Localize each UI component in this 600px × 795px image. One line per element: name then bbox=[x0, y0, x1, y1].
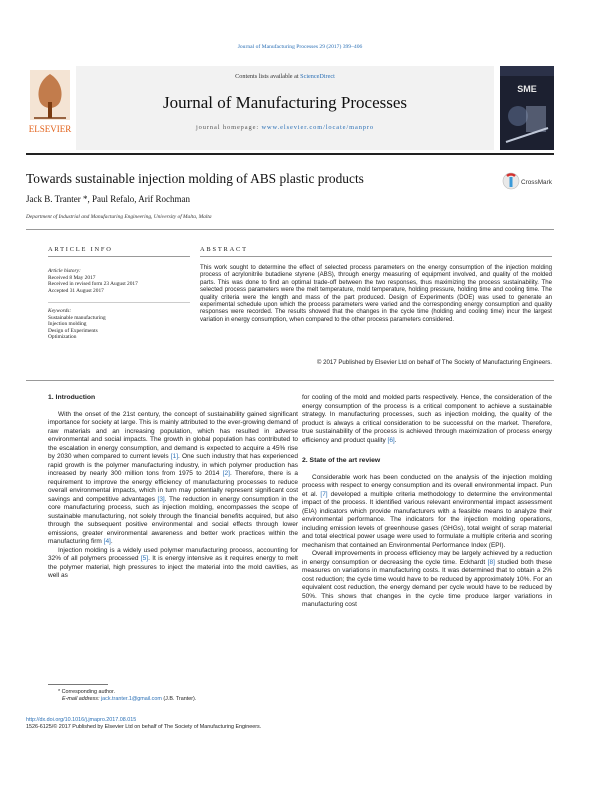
affiliation: Department of Industrial and Manufacturing Engineering, University of Malta, Malta bbox=[26, 214, 212, 220]
crossmark-badge[interactable] bbox=[502, 170, 554, 197]
intro-paragraph-2: Injection molding is a widely used polymer manufacturing process, accounting for 32% of all polymers processed [5]. It is energy intensive as it requires energy to melt the polymer material, high pressures to inject the material into the mold cavities, as well as bbox=[48, 546, 298, 579]
email-label: E-mail address: bbox=[62, 695, 101, 702]
elsevier-wordmark: ELSEVIER bbox=[28, 124, 72, 134]
intro-heading: 1. Introduction bbox=[48, 394, 96, 401]
issn-line: 1526-6125/© 2017 Published by Elsevier Ltd on behalf of The Society of Manufacturing Engineers. bbox=[26, 723, 262, 730]
email-line bbox=[58, 696, 298, 703]
citation-link[interactable]: [7] bbox=[320, 490, 328, 498]
crossmark-label: CrossMark bbox=[521, 179, 552, 186]
keywords-divider bbox=[48, 302, 190, 303]
abstract-copyright: © 2017 Published by Elsevier Ltd on behalf of The Society of Manufacturing Engineers. bbox=[316, 359, 552, 366]
keywords bbox=[48, 308, 198, 341]
footnote-rule bbox=[48, 684, 108, 685]
journal-header-box bbox=[76, 66, 494, 150]
history-label: Article history: bbox=[48, 268, 81, 274]
abstract-end-rule bbox=[26, 380, 554, 381]
doi-link[interactable]: http://dx.doi.org/10.1016/j.jmapro.2017.08.015 bbox=[26, 717, 137, 723]
citation-link[interactable]: [8] bbox=[487, 558, 495, 566]
sota-heading: 2. State of the art review bbox=[302, 457, 381, 464]
history-received: Received 8 May 2017 bbox=[48, 274, 96, 281]
keyword-item: Design of Experiments bbox=[48, 327, 98, 334]
sota-paragraph-1: Considerable work has been conducted on the analysis of the injection molding process with respect to energy consumption and its overall environmental impact. Pun et al. [7] developed a multiple criteria methodology to determine the environmental impact of the process. It identified various relevant environmental impact assessment (EIA) indicators which provide manufacturers with a feasible means to analyze their environmental performance. The indicators for the injection molding operations, including emission levels of greenhouse gases (GHGs), total weight of scrap material and total electrical power usage were used to formulate a multiple criteria and scoring mechanism that contained an Environmental Performance Index (EPI). bbox=[302, 473, 552, 549]
citation-link[interactable]: [6] bbox=[387, 436, 395, 444]
keyword-item: Sustainable manufacturing bbox=[48, 314, 106, 321]
abstract-text: This work sought to determine the effect of selected process parameters on the energy consumption of the injection molding process of acrylonitrile butadiene styrene (ABS), through energy measuring of equipment involved, and quality of the molded parts. This was done to find an optimal trade-off between the two responses, thus maximizing the process sustainability. The selected process parameters were the melt temperature, mold temperature, holding pressure, holding time and cooling time. The quality criteria were the length and mass of the part produced. Design of Experiments (DOE) was used to generate an experimental schedule upon which the process parameters were varied and the corresponding energy consumption and quality responses were recorded. The results showed that the changes in the cycle time (holding and cooling time) incur the largest variation in energy consumption, when compared to the other process parameters considered. bbox=[200, 264, 552, 323]
cover-text: SME bbox=[517, 84, 537, 94]
contents-prefix: Contents lists available at bbox=[235, 73, 301, 80]
email-link[interactable]: jack.tranter.1@gmail.com bbox=[100, 695, 162, 702]
keyword-item: Optimization bbox=[48, 334, 77, 341]
journal-citation[interactable]: Journal of Manufacturing Processes 29 (2017) 399–406 bbox=[237, 44, 363, 50]
article-title: Towards sustainable injection molding of ABS plastic products bbox=[26, 171, 364, 186]
contents-available bbox=[76, 73, 494, 80]
citation-link[interactable]: [1] bbox=[170, 453, 179, 460]
doi-block bbox=[26, 717, 426, 730]
keyword-item: Injection molding bbox=[48, 321, 87, 328]
citation-link[interactable]: [5] bbox=[140, 555, 149, 562]
email-suffix: (J.B. Tranter). bbox=[161, 695, 197, 702]
sciencedirect-link[interactable]: ScienceDirect bbox=[300, 73, 335, 80]
elsevier-logo bbox=[26, 66, 74, 138]
history-accepted: Accepted 31 August 2017 bbox=[48, 287, 104, 294]
front-matter-rule bbox=[26, 229, 554, 230]
journal-name: Journal of Manufacturing Processes bbox=[162, 93, 408, 112]
sota-paragraph-2: Overall improvements in process efficiency may be largely achieved by a reduction in energy consumption or decreasing the cycle time. Eckhardt [8] studied both these measures on variations in manufacturing costs. It was determined that to obtain a 2% cost reduction; the cycle time would have to be reduced by approximately 10%. For an equivalent cost reduction, the energy demand per cycle would have to be reduced by 50%. This shows that changes in the cycle time produce larger variations in manufacturing cost bbox=[302, 550, 552, 608]
intro-continuation: for cooling of the mold and molded parts respectively. Hence, the consideration of the energy consumption of the process is a critical component to achieve a sustainable strategy. In manufacturing processes, such as injection molding, the quality of the product is always a critical consideration to be successful on the market. Therefore, true sustainability of the process is achieved through maximization of process energy efficiency and product quality [6]. bbox=[302, 394, 552, 444]
keywords-label: Keywords: bbox=[48, 308, 72, 314]
homepage-link[interactable]: www.elsevier.com/locate/manpro bbox=[261, 124, 375, 131]
journal-homepage bbox=[76, 124, 494, 131]
citation-link[interactable]: [3] bbox=[157, 495, 165, 503]
author-list: Jack B. Tranter *, Paul Refalo, Arif Rochman bbox=[26, 194, 190, 204]
right-column bbox=[302, 394, 552, 610]
citation-link[interactable]: [2] bbox=[222, 470, 230, 477]
citation-link[interactable]: [4] bbox=[103, 538, 111, 545]
abstract-heading: ABSTRACT bbox=[200, 246, 248, 253]
article-history bbox=[48, 268, 198, 294]
corresponding-author-label: * Corresponding author. bbox=[58, 689, 115, 695]
header-rule bbox=[26, 153, 554, 155]
corresponding-author-note bbox=[58, 689, 298, 702]
journal-cover-image bbox=[500, 66, 554, 150]
left-column bbox=[48, 394, 298, 581]
article-info-rule bbox=[48, 256, 190, 257]
homepage-prefix: journal homepage: bbox=[195, 124, 262, 131]
article-info-heading: ARTICLE INFO bbox=[48, 246, 113, 253]
abstract-rule bbox=[200, 256, 552, 257]
history-revised: Received in revised form 23 August 2017 bbox=[48, 281, 138, 288]
intro-paragraph-1: With the onset of the 21st century, the concept of sustainability gained significant importance for society at large. This is mainly attributed to the ever-growing demand of raw materials and an increasing population, which has resulted in adverse environmental and social impacts. The growth in global population has contributed to the escalation in energy consumption, and demand is expected to acquire a 45% rise by 2030 when compared to current levels [1]. One such industry that has experienced rapid growth is the polymer manufacturing industry, in which polymer production has increased by nearly 300 million tons from 1975 to 2014 [2]. Therefore, there is a requirement to improve the energy efficiency of manufacturing processes to reduce overall environmental impacts, which in turn may potentially represent significant cost savings and competitive advantages [3]. The reduction in energy consumption in the core manufacturing process, such as injection molding, encompasses the scope of sustainable manufacturing, not solely through the financial benefits acquired, but also through the subsequent positive environmental and social effects through lower emissions, greater environmental awareness and better work practices within the manufacturing firm [4]. bbox=[48, 410, 299, 545]
